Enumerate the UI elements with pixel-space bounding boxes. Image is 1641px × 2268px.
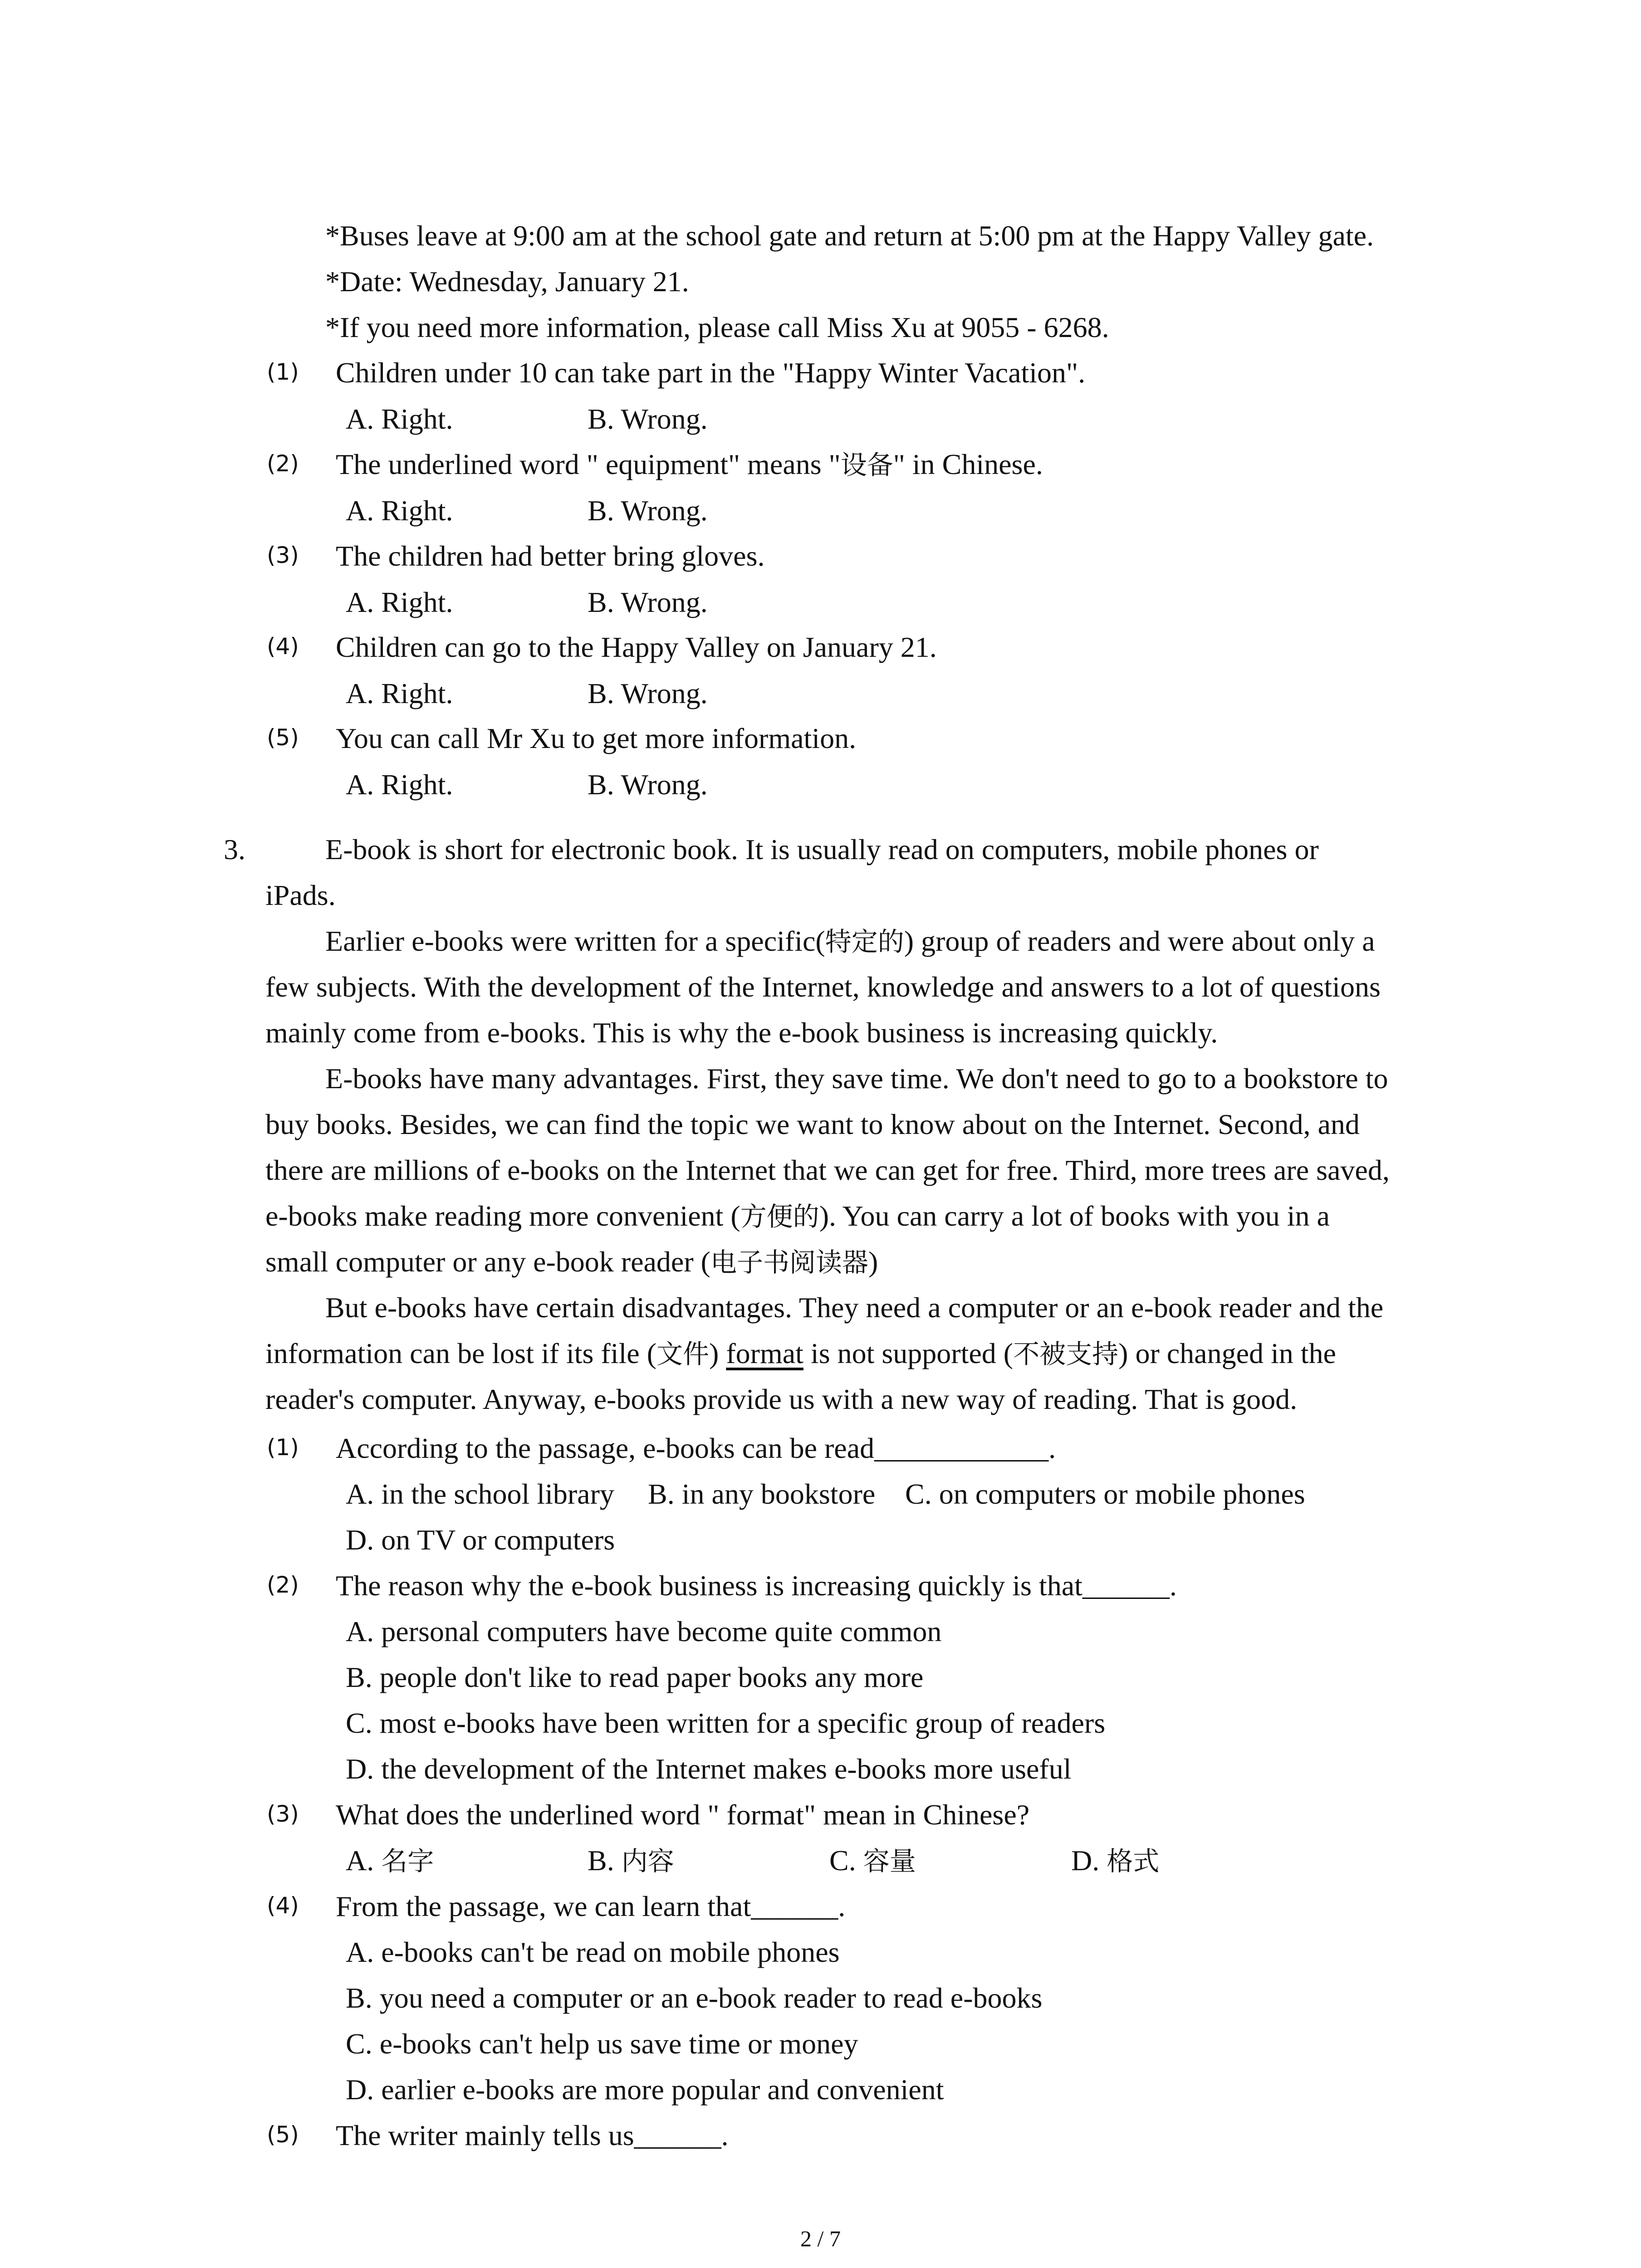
q3-sub-3-option-c-chinese: 容量: [863, 1846, 916, 1877]
q2-item-5-option-b: B. Wrong.: [588, 768, 708, 801]
q3-p3-l5-text-end: ): [868, 1246, 878, 1278]
q3-paragraph-2-line-2: few subjects. With the development of the Internet, knowledge and answers to a lot of questions: [265, 971, 1381, 1003]
q3-sub-3-option-b: [588, 1846, 674, 1875]
q3-paragraph-3-line-4: [265, 1202, 1330, 1231]
q2-item-5-number: (5): [267, 724, 299, 751]
q2-item-4-text: Children can go to the Happy Valley on January 21.: [336, 631, 937, 663]
q3-sub-2-option-a: A. personal computers have become quite common: [346, 1615, 942, 1647]
q2-item-2-text-part: The underlined word " equipment" means ": [336, 448, 841, 480]
q3-p2-text: Earlier e-books were written for a specific(: [325, 925, 825, 957]
q3-paragraph-1-line-1: E-book is short for electronic book. It is usually read on computers, mobile phones or: [325, 833, 1319, 865]
q3-sub-1-number: (1): [267, 1434, 299, 1461]
q3-sub-2-text: The reason why the e-book business is increasing quickly is that______.: [336, 1569, 1177, 1602]
q2-item-3-option-a: A. Right.: [346, 586, 453, 618]
notice-line-3: *If you need more information, please call Miss Xu at 9055 - 6268.: [325, 311, 1109, 343]
q3-p4-text-a: information can be lost if its file (: [265, 1337, 656, 1369]
q3-p3-chinese: 方便的: [740, 1201, 819, 1232]
q3-p4-chinese-1: 文件: [656, 1339, 710, 1369]
q3-sub-3-option-d-chinese: 格式: [1107, 1846, 1160, 1877]
q3-p4-text-d: ) or changed in the: [1118, 1337, 1336, 1369]
q2-item-2-option-a: A. Right.: [346, 494, 453, 527]
q2-item-3-number: (3): [267, 542, 299, 568]
q3-p4-text-c: is not supported (: [803, 1337, 1014, 1369]
q3-p2-text-end: ) group of readers and were about only a: [904, 925, 1375, 957]
q3-sub-5-text: The writer mainly tells us______.: [336, 2119, 729, 2151]
q3-sub-3-option-c-letter: C.: [829, 1844, 863, 1877]
q3-paragraph-3-line-1: E-books have many advantages. First, they save time. We don't need to go to a bookstore to: [325, 1062, 1388, 1095]
q3-sub-4-option-a: A. e-books can't be read on mobile phones: [346, 1936, 840, 1968]
q3-sub-3-text: What does the underlined word " format" mean in Chinese?: [336, 1799, 1030, 1831]
q3-sub-3-option-d-letter: D.: [1071, 1844, 1107, 1877]
q3-sub-2-option-c: C. most e-books have been written for a specific group of readers: [346, 1707, 1106, 1739]
q2-item-1-text: Children under 10 can take part in the "Happy Winter Vacation".: [336, 357, 1086, 389]
q3-p3-l5-chinese: 电子书阅读器: [710, 1247, 868, 1278]
q2-item-4-option-a: A. Right.: [346, 677, 453, 709]
q3-sub-3-number: (3): [267, 1801, 299, 1827]
q3-sub-1-option-b: B. in any bookstore: [648, 1478, 876, 1510]
q3-p3-text-end: ). You can carry a lot of books with you in a: [819, 1200, 1330, 1232]
q3-paragraph-1-line-2: iPads.: [265, 879, 336, 911]
q2-item-3-text: The children had better bring gloves.: [336, 540, 765, 572]
q3-paragraph-3-line-2: buy books. Besides, we can find the topic we want to know about on the Internet. Second, and: [265, 1108, 1360, 1140]
q3-sub-2-number: (2): [267, 1572, 299, 1598]
q2-item-2-text-end: " in Chinese.: [893, 448, 1043, 480]
q3-paragraph-3-line-3: there are millions of e-books on the Internet that we can get for free. Third, more trees are saved,: [265, 1154, 1390, 1186]
q2-item-5-text: You can call Mr Xu to get more information.: [336, 722, 857, 754]
q2-item-1-number: (1): [267, 359, 299, 385]
page-number: 2 / 7: [800, 2226, 841, 2251]
q2-item-4-number: (4): [267, 633, 299, 660]
q3-sub-1-option-a: A. in the school library: [346, 1478, 614, 1510]
q2-item-2-number: (2): [267, 450, 299, 477]
q2-item-5-option-a: A. Right.: [346, 768, 453, 801]
q2-item-2-chinese: 设备: [840, 450, 893, 480]
q3-paragraph-2-line-1: [325, 927, 1375, 956]
q3-sub-3-option-d: [1071, 1846, 1159, 1875]
q3-paragraph-4-line-2: [265, 1339, 1336, 1368]
q3-sub-3-option-c: [829, 1846, 916, 1875]
q3-sub-3-option-a: [346, 1846, 434, 1875]
notice-line-1: *Buses leave at 9:00 am at the school gate and return at 5:00 pm at the Happy Valley gate.: [325, 220, 1374, 252]
q3-sub-5-number: (5): [267, 2121, 299, 2148]
q3-sub-1-option-d: D. on TV or computers: [346, 1524, 615, 1556]
q3-p2-chinese: 特定的: [825, 926, 904, 957]
q3-sub-2-option-b: B. people don't like to read paper books any more: [346, 1661, 924, 1693]
q3-sub-4-option-c: C. e-books can't help us save time or money: [346, 2028, 858, 2060]
q3-paragraph-4-line-3: reader's computer. Anyway, e-books provide us with a new way of reading. That is good.: [265, 1383, 1298, 1415]
q3-p3-text: e-books make reading more convenient (: [265, 1200, 740, 1232]
q3-sub-3-option-b-chinese: 内容: [621, 1846, 674, 1877]
q3-sub-2-option-d: D. the development of the Internet makes e-books more useful: [346, 1753, 1072, 1785]
q3-paragraph-4-line-1: But e-books have certain disadvantages. They need a computer or an e-book reader and the: [325, 1291, 1384, 1324]
q3-sub-3-option-a-letter: A.: [346, 1844, 382, 1877]
q3-sub-3-option-a-chinese: 名字: [381, 1846, 434, 1877]
q3-sub-1-text: According to the passage, e-books can be read____________.: [336, 1432, 1056, 1464]
q3-sub-3-option-b-letter: B.: [588, 1844, 622, 1877]
q3-p3-l5-text: small computer or any e-book reader (: [265, 1246, 710, 1278]
q2-item-4-option-b: B. Wrong.: [588, 677, 708, 709]
q2-item-2-text: [336, 450, 1043, 479]
q3-p4-chinese-2: 不被支持: [1013, 1339, 1119, 1369]
q3-sub-1-option-c: C. on computers or mobile phones: [905, 1478, 1305, 1510]
q3-number: 3.: [224, 833, 245, 865]
q3-paragraph-3-line-5: [265, 1247, 878, 1276]
q3-paragraph-2-line-3: mainly come from e-books. This is why the e-book business is increasing quickly.: [265, 1017, 1218, 1049]
q3-sub-4-option-b: B. you need a computer or an e-book reader to read e-books: [346, 1982, 1043, 2014]
q3-sub-4-option-d: D. earlier e-books are more popular and convenient: [346, 2073, 944, 2106]
q3-sub-4-text: From the passage, we can learn that______.: [336, 1890, 846, 1922]
q3-sub-4-number: (4): [267, 1892, 299, 1919]
notice-line-2: *Date: Wednesday, January 21.: [325, 265, 689, 298]
q2-item-1-option-a: A. Right.: [346, 403, 453, 435]
q2-item-3-option-b: B. Wrong.: [588, 586, 708, 618]
q3-underlined-word: format: [726, 1337, 803, 1369]
q3-p4-text-b: ): [709, 1337, 726, 1369]
q2-item-1-option-b: B. Wrong.: [588, 403, 708, 435]
q2-item-2-option-b: B. Wrong.: [588, 494, 708, 527]
